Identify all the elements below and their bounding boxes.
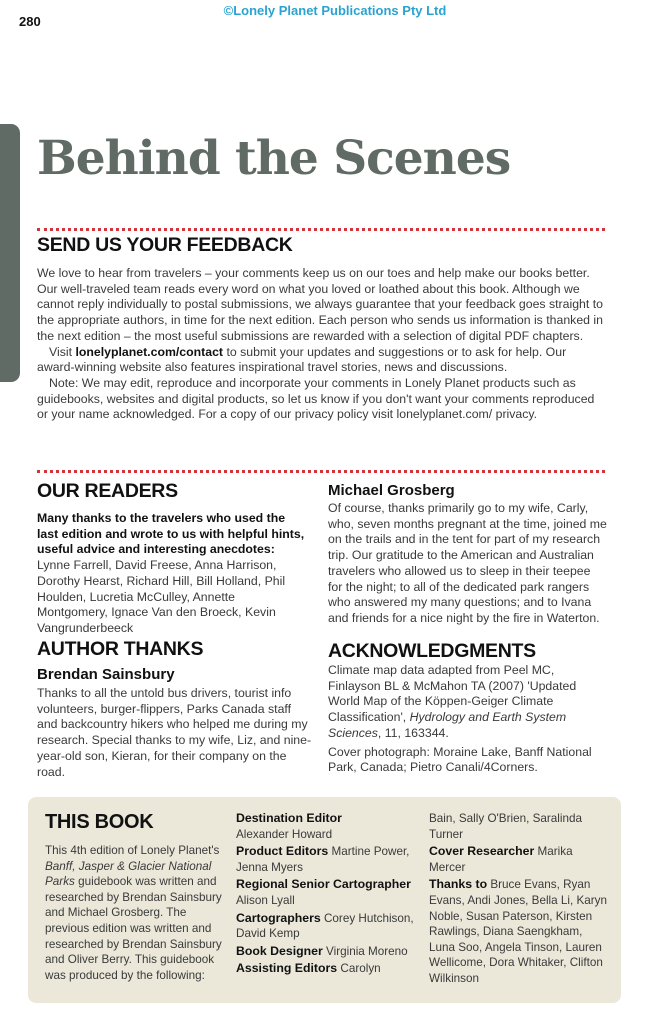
- readers-names: Lynne Farrell, David Freese, Anna Harrison, Dorothy Hearst, Richard Hill, Bill Holland, Phil Houlden, Lucretia McCulley, Annette Montgomery, Ignace Van den Broeck, Kevin Vangrunderbeeck: [37, 558, 286, 635]
- credit-role: Thanks to: [429, 877, 488, 892]
- credit-names: Virginia Moreno: [326, 944, 408, 958]
- credits-column-2: [429, 811, 609, 989]
- credit-item: [429, 844, 609, 875]
- feedback-body: [37, 266, 607, 423]
- credit-item: [236, 911, 416, 942]
- acknowledgments-heading: ACKNOWLEDGMENTS: [328, 640, 536, 662]
- feedback-paragraph-2: [37, 345, 607, 376]
- readers-heading: OUR READERS: [37, 480, 178, 502]
- page-number: 280: [19, 14, 41, 29]
- author-thanks-heading: AUTHOR THANKS: [37, 638, 204, 660]
- author-thanks-text: Thanks to all the untold bus drivers, tourist info volunteers, burger-flippers, Parks Canada staff and backcountry hikers who helped me during my research. Special thanks to my wife, Liz, and nine-year-old son, Kieran, for their company on the road.: [37, 686, 312, 779]
- climate-credit-suffix: , 11, 163344.: [377, 725, 449, 740]
- section-divider: [37, 228, 605, 231]
- author-name: Michael Grosberg: [328, 482, 455, 499]
- credit-role: Cover Researcher: [429, 844, 535, 859]
- author-thanks-text: Of course, thanks primarily go to my wife, Carly, who, seven months pregnant at the time, joined me on the trails and in the tent for part of my research trip. Our gratitude to the American and Australian travelers who allowed us to sleep in their teepee for the night; to all of the dedicated park rangers who answered my many questions; and to Ivana and friends for a nice night by the fire in Waterton.: [328, 501, 607, 625]
- chapter-side-tab: [0, 124, 20, 382]
- this-book-heading: THIS BOOK: [45, 811, 154, 833]
- journal-title: Hydrology and Earth System Sciences: [328, 710, 567, 740]
- intro-text: This 4th edition of Lonely Planet's: [45, 844, 220, 857]
- credit-role: Destination Editor: [236, 811, 342, 825]
- credit-names: Marika Mercer: [429, 845, 573, 874]
- cover-photo-credit: Cover photograph: Moraine Lake, Banff National Park, Canada; Pietro Canali/4Corners.: [328, 744, 592, 775]
- credit-names: Martine Power, Jenna Myers: [236, 845, 410, 874]
- credit-item: [236, 961, 416, 977]
- section-divider: [37, 470, 605, 473]
- chapter-title: Behind the Scenes: [37, 131, 511, 186]
- acknowledgments-body: [328, 663, 608, 779]
- credit-item: [429, 877, 609, 986]
- credit-role: Assisting Editors: [236, 961, 338, 976]
- feedback-visit-suffix: to submit your updates and suggestions or to ask for help. Our award-winning website also features inspirational travel stories, news and discussions.: [37, 344, 567, 375]
- climate-credit-text: Climate map data adapted from Peel MC, Finlayson BL & McMahon TA (2007) 'Updated World Map of the Köppen-Geiger Climate Classification',: [328, 663, 577, 725]
- credit-names-continued: Bain, Sally O'Brien, Saralinda Turner: [429, 812, 582, 841]
- credit-role: Book Designer: [236, 943, 323, 958]
- credits-column-1: [236, 811, 416, 979]
- copyright-notice: ©Lonely Planet Publications Pty Ltd: [223, 3, 447, 18]
- credit-role: Cartographers: [236, 910, 321, 925]
- readers-body: [37, 511, 309, 637]
- this-book-intro: [45, 843, 225, 983]
- credit-role: Product Editors: [236, 844, 329, 859]
- credit-continuation: [429, 811, 609, 842]
- intro-suffix: guidebook was written and researched by Brendan Sainsbury and Michael Grosberg. The previous edition was written and researched by Brendan Sainsbury and Oliver Berry. This guidebook was produced by the following:: [45, 875, 222, 982]
- readers-intro: Many thanks to the travelers who used the last edition and wrote to us with helpful hints, useful advice and interesting anecdotes:: [37, 511, 305, 557]
- credit-names-continued: Carolyn: [340, 962, 381, 976]
- contact-link[interactable]: lonelyplanet.com/contact: [75, 344, 224, 359]
- credit-item: [236, 844, 416, 875]
- credit-names: Bruce Evans, Ryan Evans, Andi Jones, Bella Li, Karyn Noble, Susan Paterson, Kirsten Rawlings, Diana Saengkham, Luna Soo, Angela Tinson, Lauren Wellicome, Dora Whitaker, Clifton Wilkinson: [429, 878, 608, 985]
- credit-item: [236, 877, 416, 908]
- credit-names: Corey Hutchison, David Kemp: [236, 911, 414, 941]
- feedback-heading: SEND US YOUR FEEDBACK: [37, 234, 293, 256]
- guidebook-title: Banff, Jasper & Glacier National Parks: [45, 859, 212, 889]
- feedback-visit-text: Visit: [49, 344, 76, 359]
- credit-role: Regional Senior Cartographer: [236, 877, 411, 892]
- credit-names: Alexander Howard: [236, 827, 333, 841]
- climate-credit: [328, 663, 608, 742]
- credit-item: [236, 811, 416, 842]
- feedback-paragraph-1: We love to hear from travelers – your comments keep us on our toes and help make our books better. Our well-traveled team reads every word on what you loved or loathed about this book. Although we cannot reply individually to postal submissions, we always guarantee that your feedback goes straight to the appropriate authors, in time for the next edition. Each person who sends us information is thanked in the next edition – the most useful submissions are rewarded with a selection of digital PDF chapters.: [37, 266, 603, 343]
- author-name: Brendan Sainsbury: [37, 666, 175, 683]
- credit-names: Alison Lyall: [236, 893, 295, 907]
- feedback-paragraph-3: Note: We may edit, reproduce and incorporate your comments in Lonely Planet products such as guidebooks, websites and digital products, so let us know if you don't want your comments reproduced or your name acknowledged. For a copy of our privacy policy visit lonelyplanet.com/ privacy.: [37, 375, 595, 422]
- credit-item: [236, 944, 416, 960]
